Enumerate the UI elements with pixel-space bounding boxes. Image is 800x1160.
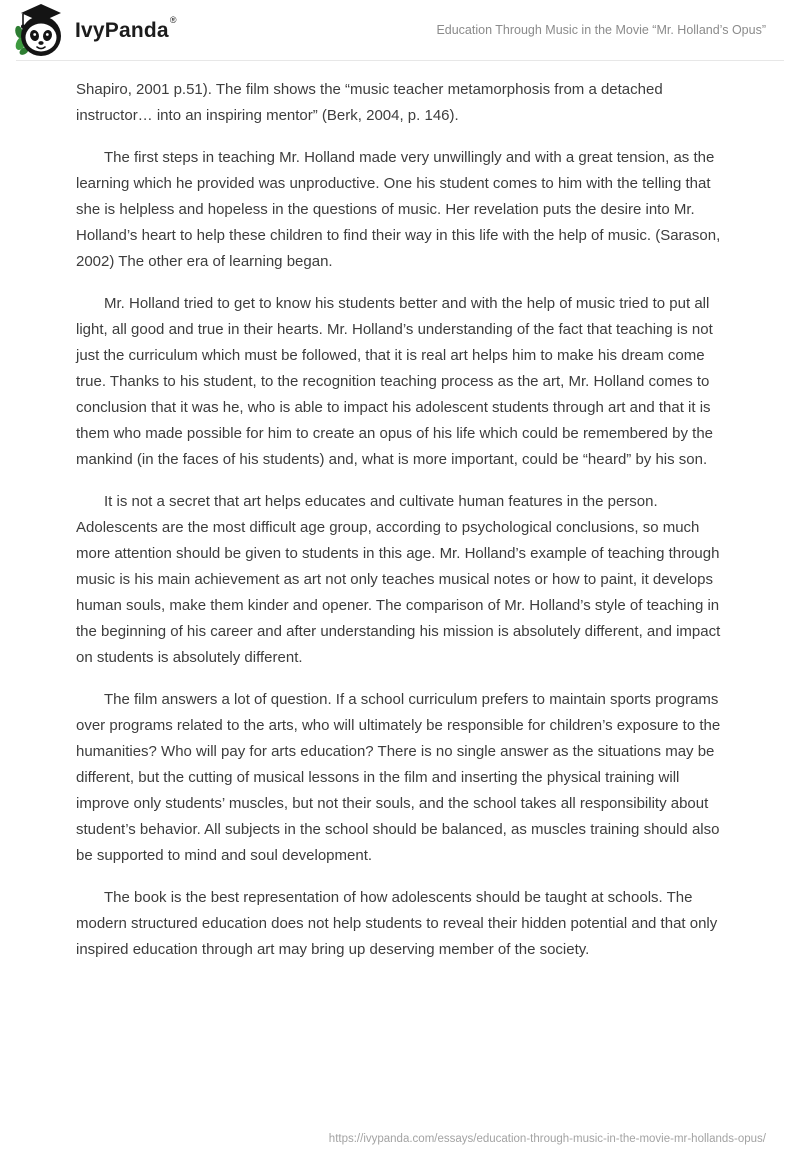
page-header (0, 0, 800, 60)
panda-graduation-cap-icon (14, 3, 66, 57)
essay-paragraph: Shapiro, 2001 p.51). The film shows the “music teacher metamorphosis from a detached instructor… into an inspiring mentor” (Berk, 2004, p. 146). (76, 81, 663, 124)
essay-paragraph: Mr. Holland tried to get to know his students better and with the help of music tried to put all light, all good and true in their hearts. Mr. Holland’s understanding of the fact that teaching is not just the curriculum which must be followed, that it is real art helps him to make his dream come true. Thanks to his student, to the recognition teaching process as the art, Mr. Holland comes to conclusion that it was he, who is able to impact his adolescent students through art and that it is them who made possible for him to create an opus of his life which could be remembered by the mankind (in the faces of his students) and, what is more important, could be “heard” by his son. (76, 295, 714, 468)
page-footer (329, 1129, 766, 1147)
registered-mark: ® (169, 14, 177, 25)
essay-paragraph: The film answers a lot of question. If a school curriculum prefers to maintain sports programs over programs related to the arts, who will ultimately be responsible for children’s exposure to the humanities? Who will pay for arts education? There is no single answer as the situations may be different, but the cutting of musical lessons in the film and inserting the physical training will improve only students’ muscles, but not their souls, and the school takes all responsibility about student’s behavior. All subjects in the school should be balanced, as muscles training should also be supported to mind and soul development. (76, 691, 721, 864)
document-title: Education Through Music in the Movie “Mr. Holland’s Opus” (436, 23, 766, 37)
essay-paragraph: The book is the best representation of how adolescents should be taught at schools. The modern structured education does not help students to reveal their hidden potential and that only inspired education through art may bring up deserving member of the society. (76, 889, 718, 958)
source-url[interactable]: https://ivypanda.com/essays/education-through-music-in-the-movie-mr-hollands-opus/ (328, 1133, 766, 1145)
brand-text (75, 14, 177, 42)
brand-name: IvyPanda (75, 18, 169, 42)
brand (14, 3, 175, 57)
essay-content (0, 61, 800, 963)
essay-paragraph: It is not a secret that art helps educates and cultivate human features in the person. Adolescents are the most difficult age group, according to psychological conclusions, so much more attention should be given to students in this age. Mr. Holland’s example of teaching through music is his main achievement as art not only teaches musical notes or how to paint, it develops human souls, make them kinder and opener. The comparison of Mr. Holland’s style of teaching in the beginning of his career and after understanding his mission is absolutely different, and impact on students is absolutely different. (76, 493, 721, 666)
essay-paragraph: The first steps in teaching Mr. Holland made very unwillingly and with a great tension, as the learning which he provided was unproductive. One his student comes to him with the telling that she is helpless and hopeless in the questions of music. Her revelation puts the desire into Mr. Holland’s heart to help these children to find their way in this life with the help of music. (Sarason, 2002) The other era of learning began. (76, 149, 721, 270)
